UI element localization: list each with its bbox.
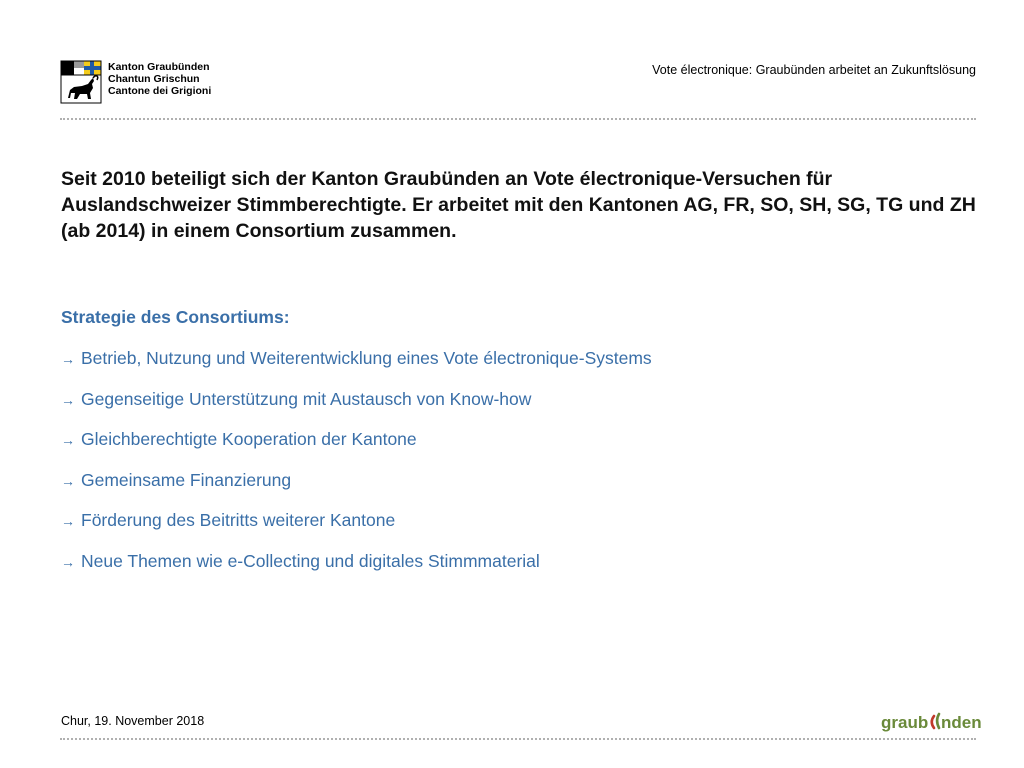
arrow-right-icon: → <box>61 472 75 489</box>
header-divider <box>60 118 976 120</box>
arrow-right-icon: → <box>61 391 75 408</box>
list-item-text: Betrieb, Nutzung und Weiterentwicklung eines Vote électronique-Systems <box>81 348 652 368</box>
list-item-text: Gegenseitige Unterstützung mit Austausch von Know-how <box>81 388 532 409</box>
svg-text:nden: nden <box>941 713 982 732</box>
footer-divider <box>60 738 976 740</box>
list-item-text: Neue Themen wie e-Collecting und digitales Stimmmaterial <box>81 550 540 571</box>
strategy-section <box>61 304 961 588</box>
canton-logo <box>60 60 220 108</box>
list-item <box>61 507 961 533</box>
list-item <box>61 548 961 574</box>
arrow-right-icon: → <box>61 553 75 570</box>
footer-date: Chur, 19. November 2018 <box>61 714 205 728</box>
canton-name-rm: Chantun Grischun <box>108 73 200 85</box>
svg-text:graub: graub <box>881 713 929 732</box>
arrow-right-icon: → <box>61 432 75 448</box>
arrow-right-icon: → <box>61 513 75 529</box>
canton-name-de: Kanton Graubünden <box>108 61 210 73</box>
graubuenden-brand-logo <box>881 710 982 734</box>
arrow-right-icon: → <box>61 351 75 367</box>
list-item-text: Gemeinsame Finanzierung <box>81 469 292 490</box>
page-header-title: Vote électronique: Graubünden arbeitet an Zukunftslösung <box>652 63 976 77</box>
list-item <box>61 386 961 412</box>
intro-paragraph: Seit 2010 beteiligt sich der Kanton Graubünden an Vote électronique-Versuchen für Auslandschweizer Stimmberechtigte. Er arbeitet mit den Kantonen AG, FR, SO, SH, SG, TG und ZH (ab 2014) in einem Consortium zusammen. <box>61 168 976 242</box>
list-item-text: Förderung des Beitritts weiterer Kantone <box>81 510 396 530</box>
list-item <box>61 467 961 493</box>
list-item-text: Gleichberechtigte Kooperation der Kantone <box>81 429 417 449</box>
canton-name-block <box>108 61 211 97</box>
list-item <box>61 426 961 452</box>
canton-name-it: Cantone dei Grigioni <box>108 85 212 97</box>
canton-crest-icon <box>60 60 102 104</box>
strategy-heading: Strategie des Consortiums: <box>61 307 290 327</box>
list-item <box>61 345 961 371</box>
